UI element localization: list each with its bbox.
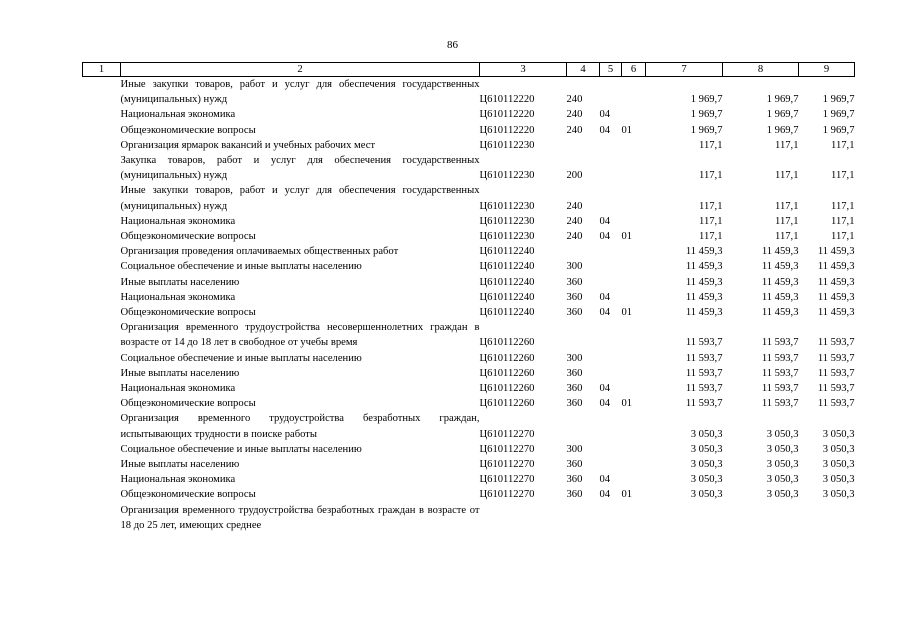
table-row xyxy=(83,107,855,122)
item-name: Социальное обеспечение и иные выплаты населению xyxy=(120,443,362,455)
item-name: Иные выплаты населению xyxy=(120,459,240,471)
section-code xyxy=(600,411,622,441)
amount-col-9: 117,1 xyxy=(831,231,855,243)
amount-col-9 xyxy=(799,503,855,533)
item-name: Общеэкономические вопросы xyxy=(120,231,256,243)
expense-type xyxy=(567,411,600,441)
table-row xyxy=(83,77,855,108)
amount-col-9: 3 050,3 xyxy=(822,428,855,440)
column-header: 6 xyxy=(622,63,646,77)
amount-col-8: 1 969,7 xyxy=(766,124,799,136)
amount-col-8: 3 050,3 xyxy=(766,489,799,501)
expense-type: 360 xyxy=(566,276,583,288)
column-header: 5 xyxy=(600,63,622,77)
row-number-cell xyxy=(83,138,121,153)
amount-col-7: 11 459,3 xyxy=(685,307,723,319)
section-code: 04 xyxy=(599,398,611,410)
target-code: Ц610112270 xyxy=(479,474,535,486)
subsection-code xyxy=(622,457,646,472)
target-code: Ц610112220 xyxy=(479,124,535,136)
section-code: 04 xyxy=(599,109,611,121)
target-code: Ц610112260 xyxy=(479,352,535,364)
amount-col-8: 117,1 xyxy=(775,170,799,182)
item-name: Организация проведения оплачиваемых общественных работ xyxy=(120,246,399,258)
amount-col-7: 1 969,7 xyxy=(690,109,723,121)
subsection-code xyxy=(622,366,646,381)
amount-col-9: 11 459,3 xyxy=(817,276,855,288)
table-row xyxy=(83,244,855,259)
subsection-code: 01 xyxy=(621,231,633,243)
subsection-code: 01 xyxy=(621,307,633,319)
target-code: Ц610112240 xyxy=(479,291,535,303)
column-header: 7 xyxy=(646,63,723,77)
subsection-code xyxy=(622,381,646,396)
amount-col-9: 11 593,7 xyxy=(817,398,855,410)
item-name: Организация временного трудоустройства безработных граждан, испытывающих трудности в поиске работы xyxy=(120,413,480,440)
amount-col-7: 117,1 xyxy=(699,231,723,243)
item-name: Иные закупки товаров, работ и услуг для обеспечения государственных (муниципальных) нужд xyxy=(120,79,480,106)
row-number-cell xyxy=(83,290,121,305)
subsection-code xyxy=(622,503,646,533)
budget-table xyxy=(82,62,855,533)
table-row xyxy=(83,229,855,244)
amount-col-8: 1 969,7 xyxy=(766,94,799,106)
amount-col-7 xyxy=(646,503,723,533)
subsection-code xyxy=(622,183,646,213)
target-code: Ц610112240 xyxy=(479,261,535,273)
row-number-cell xyxy=(83,366,121,381)
table-row xyxy=(83,457,855,472)
item-name: Национальная экономика xyxy=(120,215,236,227)
section-code xyxy=(600,183,622,213)
section-code: 04 xyxy=(599,383,611,395)
target-code: Ц610112220 xyxy=(479,94,535,106)
row-number-cell xyxy=(83,77,121,108)
row-number-cell xyxy=(83,381,121,396)
amount-col-9: 117,1 xyxy=(831,200,855,212)
column-header: 9 xyxy=(799,63,855,77)
expense-type: 360 xyxy=(566,367,583,379)
column-header: 2 xyxy=(121,63,480,77)
amount-col-7: 1 969,7 xyxy=(690,94,723,106)
table-body xyxy=(83,77,855,534)
amount-col-8: 3 050,3 xyxy=(766,428,799,440)
column-header: 8 xyxy=(723,63,799,77)
subsection-code xyxy=(622,411,646,441)
item-name: Социальное обеспечение и иные выплаты населению xyxy=(120,352,362,364)
section-code xyxy=(600,153,622,183)
amount-col-9: 1 969,7 xyxy=(822,124,855,136)
expense-type: 360 xyxy=(566,291,583,303)
table-row xyxy=(83,442,855,457)
section-code xyxy=(600,503,622,533)
amount-col-9: 11 459,3 xyxy=(817,246,855,258)
section-code: 04 xyxy=(599,291,611,303)
expense-type xyxy=(567,503,600,533)
amount-col-7: 3 050,3 xyxy=(690,428,723,440)
section-code: 04 xyxy=(599,489,611,501)
amount-col-8: 11 459,3 xyxy=(761,291,799,303)
section-code xyxy=(600,259,622,274)
expense-type: 360 xyxy=(566,459,583,471)
target-code: Ц610112240 xyxy=(479,246,535,258)
table-row xyxy=(83,320,855,350)
amount-col-9: 1 969,7 xyxy=(822,94,855,106)
table-row xyxy=(83,123,855,138)
item-name: Общеэкономические вопросы xyxy=(120,307,256,319)
subsection-code: 01 xyxy=(621,489,633,501)
amount-col-9: 11 593,7 xyxy=(817,337,855,349)
column-header: 4 xyxy=(567,63,600,77)
row-number-cell xyxy=(83,396,121,411)
amount-col-8: 3 050,3 xyxy=(766,443,799,455)
item-name: Организация временного трудоустройства несовершеннолетних граждан в возрасте от 14 до 18 лет в свободное от учебы время xyxy=(120,322,480,349)
item-name: Иные закупки товаров, работ и услуг для обеспечения государственных (муниципальных) нужд xyxy=(120,185,480,212)
table-row xyxy=(83,138,855,153)
section-code xyxy=(600,320,622,350)
row-number-cell xyxy=(83,259,121,274)
amount-col-9: 3 050,3 xyxy=(822,443,855,455)
target-code: Ц610112230 xyxy=(479,231,535,243)
table-row xyxy=(83,351,855,366)
target-code: Ц610112230 xyxy=(479,170,535,182)
item-name: Национальная экономика xyxy=(120,474,236,486)
amount-col-7: 11 459,3 xyxy=(685,246,723,258)
header-row xyxy=(83,63,855,77)
amount-col-7: 3 050,3 xyxy=(690,489,723,501)
target-code: Ц610112270 xyxy=(479,489,535,501)
section-code: 04 xyxy=(599,307,611,319)
amount-col-9: 11 459,3 xyxy=(817,261,855,273)
amount-col-8: 11 593,7 xyxy=(761,383,799,395)
item-name: Национальная экономика xyxy=(120,109,236,121)
item-name: Общеэкономические вопросы xyxy=(120,489,256,501)
subsection-code xyxy=(622,442,646,457)
target-code: Ц610112270 xyxy=(479,459,535,471)
table-row xyxy=(83,396,855,411)
target-code: Ц610112240 xyxy=(479,276,535,288)
item-name: Национальная экономика xyxy=(120,291,236,303)
amount-col-8: 3 050,3 xyxy=(766,474,799,486)
expense-type: 360 xyxy=(566,307,583,319)
amount-col-9: 11 593,7 xyxy=(817,352,855,364)
subsection-code: 01 xyxy=(621,124,633,136)
amount-col-9: 117,1 xyxy=(831,170,855,182)
amount-col-7: 11 593,7 xyxy=(685,337,723,349)
table-row xyxy=(83,275,855,290)
amount-col-8: 11 593,7 xyxy=(761,337,799,349)
section-code: 04 xyxy=(599,215,611,227)
row-number-cell xyxy=(83,275,121,290)
item-name: Социальное обеспечение и иные выплаты населению xyxy=(120,261,362,273)
row-number-cell xyxy=(83,229,121,244)
row-number-cell xyxy=(83,244,121,259)
row-number-cell xyxy=(83,107,121,122)
expense-type: 240 xyxy=(566,94,583,106)
table-row xyxy=(83,214,855,229)
table-row xyxy=(83,411,855,441)
row-number-cell xyxy=(83,305,121,320)
subsection-code xyxy=(622,259,646,274)
row-number-cell xyxy=(83,351,121,366)
subsection-code xyxy=(622,214,646,229)
section-code xyxy=(600,275,622,290)
expense-type: 240 xyxy=(566,200,583,212)
amount-col-9: 3 050,3 xyxy=(822,474,855,486)
subsection-code xyxy=(622,244,646,259)
target-code: Ц610112240 xyxy=(479,307,535,319)
amount-col-8 xyxy=(723,503,799,533)
table-row xyxy=(83,366,855,381)
amount-col-8: 11 593,7 xyxy=(761,352,799,364)
subsection-code xyxy=(622,275,646,290)
subsection-code xyxy=(622,77,646,108)
expense-type xyxy=(567,320,600,350)
target-code: Ц610112220 xyxy=(479,109,535,121)
amount-col-8: 11 459,3 xyxy=(761,276,799,288)
section-code xyxy=(600,244,622,259)
expense-type: 240 xyxy=(566,109,583,121)
subsection-code xyxy=(622,153,646,183)
section-code: 04 xyxy=(599,231,611,243)
amount-col-8: 3 050,3 xyxy=(766,459,799,471)
target-code: Ц610112260 xyxy=(479,367,535,379)
target-code: Ц610112230 xyxy=(479,215,535,227)
table-row xyxy=(83,153,855,183)
amount-col-7: 117,1 xyxy=(699,139,723,151)
amount-col-8: 11 593,7 xyxy=(761,367,799,379)
amount-col-8: 11 459,3 xyxy=(761,261,799,273)
table-row xyxy=(83,259,855,274)
expense-type: 240 xyxy=(566,124,583,136)
amount-col-7: 117,1 xyxy=(699,170,723,182)
amount-col-7: 3 050,3 xyxy=(690,443,723,455)
amount-col-7: 3 050,3 xyxy=(690,474,723,486)
subsection-code xyxy=(622,107,646,122)
amount-col-7: 11 593,7 xyxy=(685,352,723,364)
amount-col-7: 117,1 xyxy=(699,200,723,212)
expense-type: 240 xyxy=(566,231,583,243)
table-row xyxy=(83,290,855,305)
table-row xyxy=(83,381,855,396)
table-row xyxy=(83,305,855,320)
target-code: Ц610112260 xyxy=(479,337,535,349)
amount-col-7: 1 969,7 xyxy=(690,124,723,136)
row-number-cell xyxy=(83,411,121,441)
subsection-code xyxy=(622,290,646,305)
amount-col-9: 3 050,3 xyxy=(822,459,855,471)
column-header: 1 xyxy=(83,63,121,77)
amount-col-7: 11 459,3 xyxy=(685,276,723,288)
row-number-cell xyxy=(83,442,121,457)
expense-type: 360 xyxy=(566,398,583,410)
target-code: Ц610112260 xyxy=(479,383,535,395)
column-header: 3 xyxy=(480,63,567,77)
expense-type: 360 xyxy=(566,489,583,501)
item-name: Общеэкономические вопросы xyxy=(120,398,256,410)
expense-type: 240 xyxy=(566,215,583,227)
amount-col-7: 117,1 xyxy=(699,215,723,227)
table-row xyxy=(83,183,855,213)
amount-col-7: 11 459,3 xyxy=(685,261,723,273)
target-code: Ц610112260 xyxy=(479,398,535,410)
section-code xyxy=(600,138,622,153)
amount-col-7: 11 593,7 xyxy=(685,398,723,410)
amount-col-8: 11 593,7 xyxy=(761,398,799,410)
section-code xyxy=(600,351,622,366)
subsection-code xyxy=(622,472,646,487)
table-row xyxy=(83,503,855,533)
section-code xyxy=(600,442,622,457)
section-code xyxy=(600,457,622,472)
table-row xyxy=(83,472,855,487)
amount-col-7: 11 593,7 xyxy=(685,383,723,395)
row-number-cell xyxy=(83,183,121,213)
expense-type: 300 xyxy=(566,352,583,364)
expense-type: 360 xyxy=(566,474,583,486)
expense-type: 200 xyxy=(566,170,583,182)
expense-type xyxy=(567,244,600,259)
row-number-cell xyxy=(83,472,121,487)
table-row xyxy=(83,487,855,502)
expense-type: 300 xyxy=(566,261,583,273)
row-number-cell xyxy=(83,320,121,350)
page-number: 86 xyxy=(447,39,458,51)
item-name: Организация ярмарок вакансий и учебных рабочих мест xyxy=(120,139,376,151)
amount-col-9: 1 969,7 xyxy=(822,109,855,121)
row-number-cell xyxy=(83,487,121,502)
amount-col-9: 11 459,3 xyxy=(817,307,855,319)
item-name: Общеэкономические вопросы xyxy=(120,124,256,136)
amount-col-8: 117,1 xyxy=(775,200,799,212)
amount-col-7: 11 593,7 xyxy=(685,367,723,379)
item-name: Национальная экономика xyxy=(120,383,236,395)
row-number-cell xyxy=(83,214,121,229)
section-code: 04 xyxy=(599,124,611,136)
item-name: Иные выплаты населению xyxy=(120,276,240,288)
expense-type: 360 xyxy=(566,383,583,395)
expense-type xyxy=(567,138,600,153)
amount-col-9: 117,1 xyxy=(831,139,855,151)
item-name: Иные выплаты населению xyxy=(120,367,240,379)
expense-type: 300 xyxy=(566,443,583,455)
subsection-code xyxy=(622,138,646,153)
amount-col-7: 3 050,3 xyxy=(690,459,723,471)
amount-col-8: 11 459,3 xyxy=(761,246,799,258)
item-name: Закупка товаров, работ и услуг для обеспечения государственных (муниципальных) нужд xyxy=(120,155,480,182)
target-code: Ц610112270 xyxy=(479,428,535,440)
subsection-code xyxy=(622,320,646,350)
amount-col-9: 117,1 xyxy=(831,215,855,227)
item-name: Организация временного трудоустройства безработных граждан в возрасте от 18 до 25 лет, имеющих среднее xyxy=(120,504,480,531)
amount-col-9: 11 459,3 xyxy=(817,291,855,303)
section-code: 04 xyxy=(599,474,611,486)
row-number-cell xyxy=(83,123,121,138)
amount-col-8: 117,1 xyxy=(775,215,799,227)
section-code xyxy=(600,366,622,381)
amount-col-9: 3 050,3 xyxy=(822,489,855,501)
amount-col-9: 11 593,7 xyxy=(817,383,855,395)
subsection-code: 01 xyxy=(621,398,633,410)
amount-col-8: 1 969,7 xyxy=(766,109,799,121)
amount-col-8: 117,1 xyxy=(775,139,799,151)
target-code: Ц610112230 xyxy=(479,139,535,151)
amount-col-8: 11 459,3 xyxy=(761,307,799,319)
target-code: Ц610112230 xyxy=(479,200,535,212)
subsection-code xyxy=(622,351,646,366)
row-number-cell xyxy=(83,503,121,533)
amount-col-8: 117,1 xyxy=(775,231,799,243)
amount-col-7: 11 459,3 xyxy=(685,291,723,303)
amount-col-9: 11 593,7 xyxy=(817,367,855,379)
target-code xyxy=(480,503,567,533)
section-code xyxy=(600,77,622,108)
row-number-cell xyxy=(83,153,121,183)
row-number-cell xyxy=(83,457,121,472)
target-code: Ц610112270 xyxy=(479,443,535,455)
